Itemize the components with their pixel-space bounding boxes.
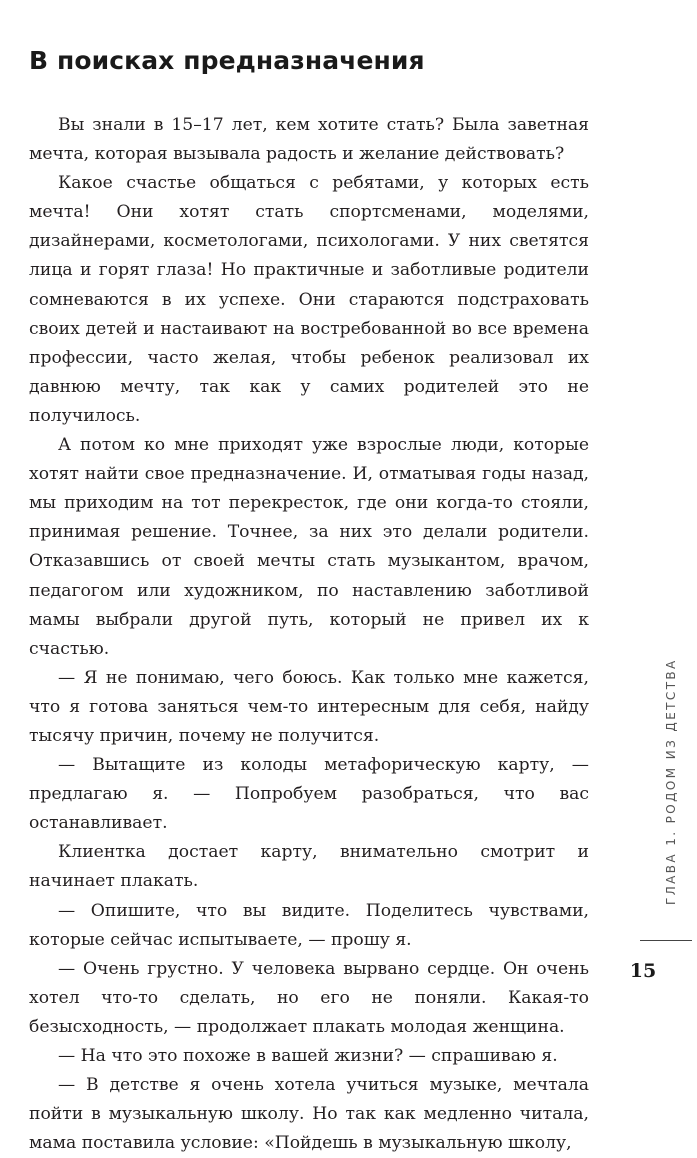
page-number: 15 — [629, 960, 657, 982]
paragraph: — На что это похоже в вашей жизни? — спрашиваю я. — [58, 1046, 558, 1066]
paragraph: — Я не понимаю, чего боюсь. Как только мне кажется, что я готова заняться чем-то интересным для себя, найду тысячу причин, почему не получится. — [29, 667, 589, 746]
chapter-label: ГЛАВА 1. РОДОМ ИЗ ДЕТСТВА — [664, 658, 678, 905]
section-title: В поисках предназначения — [29, 46, 425, 75]
paragraph: — Опишите, что вы видите. Поделитесь чувствами, которые сейчас испытываете, — прошу я. — [29, 900, 589, 950]
paragraph: Клиентка достает карту, внимательно смотрит и начинает плакать. — [29, 842, 589, 892]
margin-rule — [640, 940, 692, 941]
body-text — [29, 111, 589, 1158]
paragraph: Вы знали в 15–17 лет, кем хотите стать? Была заветная мечта, которая вызывала радость и желание действовать? — [29, 115, 589, 165]
paragraph: — Очень грустно. У человека вырвано сердце. Он очень хотел что-то сделать, но его не поняли. Какая-то безысходность, — продолжает плакать молодая женщина. — [29, 958, 589, 1037]
paragraph: Какое счастье общаться с ребятами, у которых есть мечта! Они хотят стать спортсменами, моделями, дизайнерами, косметологами, психологами. У них светятся лица и горят глаза! Но практичные и заботливые родители сомневаются в их успехе. Они стараются подстраховать своих детей и настаивают на востребованной во все времена профессии, часто желая, чтобы ребенок реализовал их давнюю мечту, так как у самих родителей это не получилось. — [29, 173, 589, 426]
paragraph: А потом ко мне приходят уже взрослые люди, которые хотят найти свое предназначение. И, отматывая годы назад, мы приходим на тот перекресток, где они когда-то стояли, принимая решение. Точнее, за них это делали родители. Отказавшись от своей мечты стать музыкантом, врачом, педагогом или художником, по наставлению заботливой мамы выбрали другой путь, который не привел их к счастью. — [29, 435, 589, 659]
paragraph: — В детстве я очень хотела учиться музыке, мечтала пойти в музыкальную школу. Но так как медленно читала, мама поставила условие: «Пойдешь в музыкальную школу, — [29, 1075, 589, 1154]
paragraph: — Вытащите из колоды метафорическую карту, — предлагаю я. — Попробуем разобраться, что вас останавливает. — [29, 755, 589, 834]
